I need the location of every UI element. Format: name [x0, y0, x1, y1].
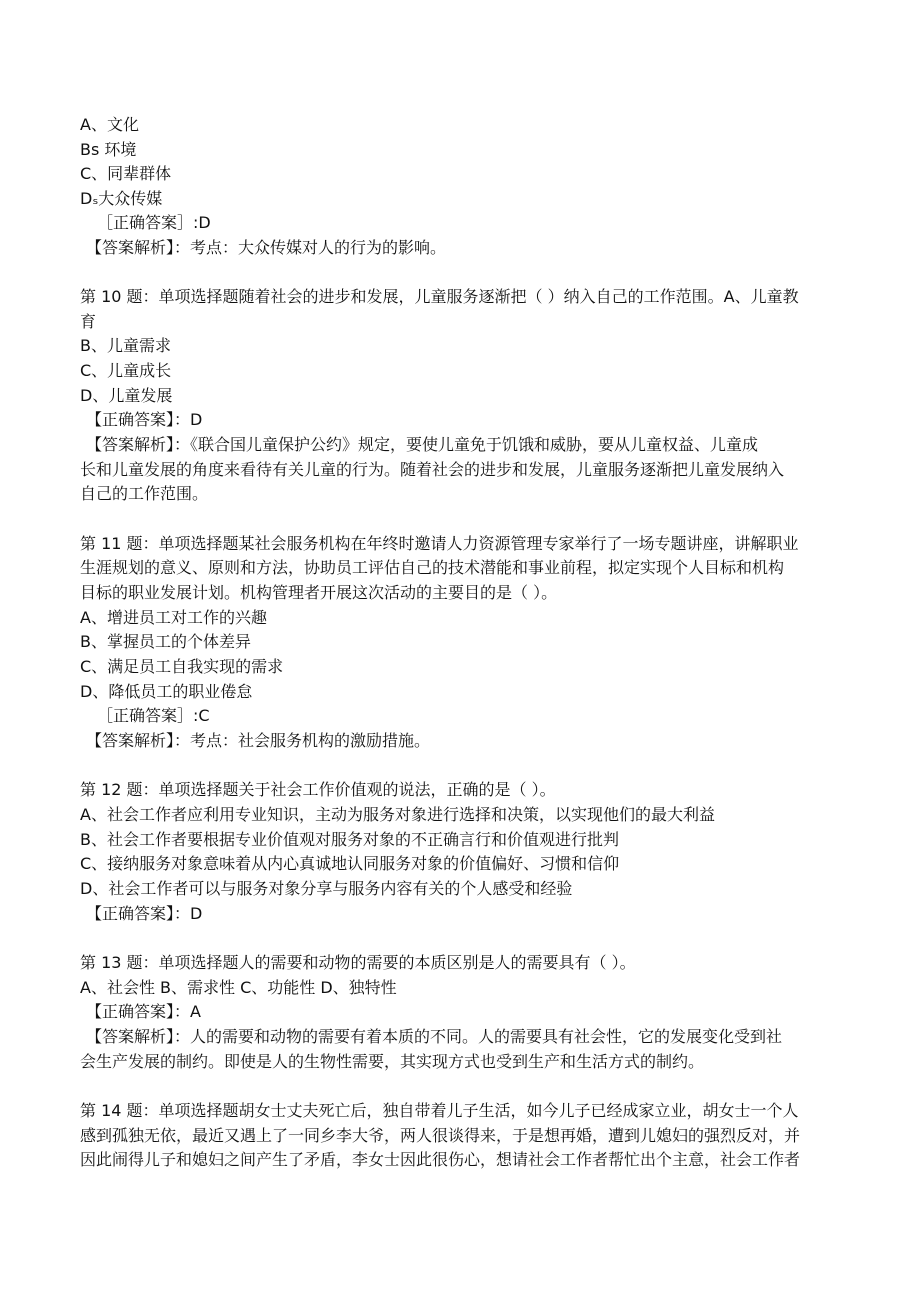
question-text: 生涯规划的意义、原则和方法，协助员工评估自己的技术潜能和事业前程，拟定实现个人目标和机构	[80, 558, 785, 577]
correct-answer: 【正确答案】：A	[86, 1002, 201, 1021]
option-text: Bs 环境	[80, 140, 137, 159]
answer-explanation: 【答案解析】：考点：社会服务机构的激励措施。	[86, 731, 431, 750]
option-text: C、接纳服务对象意味着从内心真诚地认同服务对象的价值偏好、习惯和信仰	[80, 854, 620, 873]
question-text: 因此闹得儿子和媳妇之间产生了矛盾，李女士因此很伤心，想请社会工作者帮忙出个主意，社会工作者	[80, 1150, 801, 1169]
answer-explanation: 【答案解析】：《联合国儿童保护公约》规定，要使儿童免于饥饿和威胁，要从儿童权益、儿童成	[86, 435, 759, 454]
question-text: 第 14 题：单项选择题胡女士丈夫死亡后，独自带着儿子生活，如今儿子已经成家立业，胡女士一个人	[80, 1101, 799, 1120]
option-text: Dₛ大众传媒	[80, 189, 163, 208]
correct-answer: 【正确答案】：D	[86, 410, 203, 429]
option-text: C、满足员工自我实现的需求	[80, 657, 284, 676]
correct-answer: 【正确答案】：D	[86, 904, 203, 923]
answer-explanation: 会生产发展的制约。即使是人的生物性需要，其实现方式也受到生产和生活方式的制约。	[80, 1052, 705, 1071]
correct-answer: ［正确答案］:D	[97, 213, 211, 232]
question-text: 育	[80, 312, 97, 331]
option-text: B、掌握员工的个体差异	[80, 632, 251, 651]
question-text: 感到孤独无依，最近又遇上了一同乡李大爷，两人很谈得来，于是想再婚，遭到儿媳妇的强烈反对，并	[80, 1126, 801, 1145]
answer-explanation: 【答案解析】：考点：大众传媒对人的行为的影响。	[86, 238, 447, 257]
option-text: A、文化	[80, 115, 139, 134]
option-text: D、降低员工的职业倦怠	[80, 682, 253, 701]
answer-explanation: 自己的工作范围。	[80, 484, 209, 503]
question-text: 第 11 题：单项选择题某社会服务机构在年终时邀请人力资源管理专家举行了一场专题讲座，讲解职业	[80, 534, 799, 553]
option-text: B、社会工作者要根据专业价值观对服务对象的不正确言行和价值观进行批判	[80, 830, 619, 849]
answer-explanation: 长和儿童发展的角度来看待有关儿童的行为。随着社会的进步和发展，儿童服务逐渐把儿童发展纳入	[80, 460, 785, 479]
question-text: 第 12 题：单项选择题关于社会工作价值观的说法，正确的是（ ）。	[80, 780, 556, 799]
option-text: A、增进员工对工作的兴趣	[80, 608, 267, 627]
question-text: 第 10 题：单项选择题随着社会的进步和发展，儿童服务逐渐把（ ）纳入自己的工作范围。A、儿童教	[80, 287, 799, 306]
option-text: D、社会工作者可以与服务对象分享与服务内容有关的个人感受和经验	[80, 879, 573, 898]
option-text: B、儿童需求	[80, 336, 171, 355]
question-text: 第 13 题：单项选择题人的需要和动物的需要的本质区别是人的需要具有（ ）。	[80, 953, 636, 972]
option-text: D、儿童发展	[80, 386, 173, 405]
option-text: C、同辈群体	[80, 164, 172, 183]
option-text: A、社会工作者应利用专业知识，主动为服务对象进行选择和决策，以实现他们的最大利益	[80, 805, 715, 824]
question-text: 目标的职业发展计划。机构管理者开展这次活动的主要目的是（ ）。	[80, 583, 558, 602]
option-text: A、社会性 B、需求性 C、功能性 D、独特性	[80, 978, 397, 997]
correct-answer: ［正确答案］:C	[97, 706, 210, 725]
option-text: C、儿童成长	[80, 361, 172, 380]
answer-explanation: 【答案解析】：人的需要和动物的需要有着本质的不同。人的需要具有社会性，它的发展变化受到社	[86, 1027, 783, 1046]
